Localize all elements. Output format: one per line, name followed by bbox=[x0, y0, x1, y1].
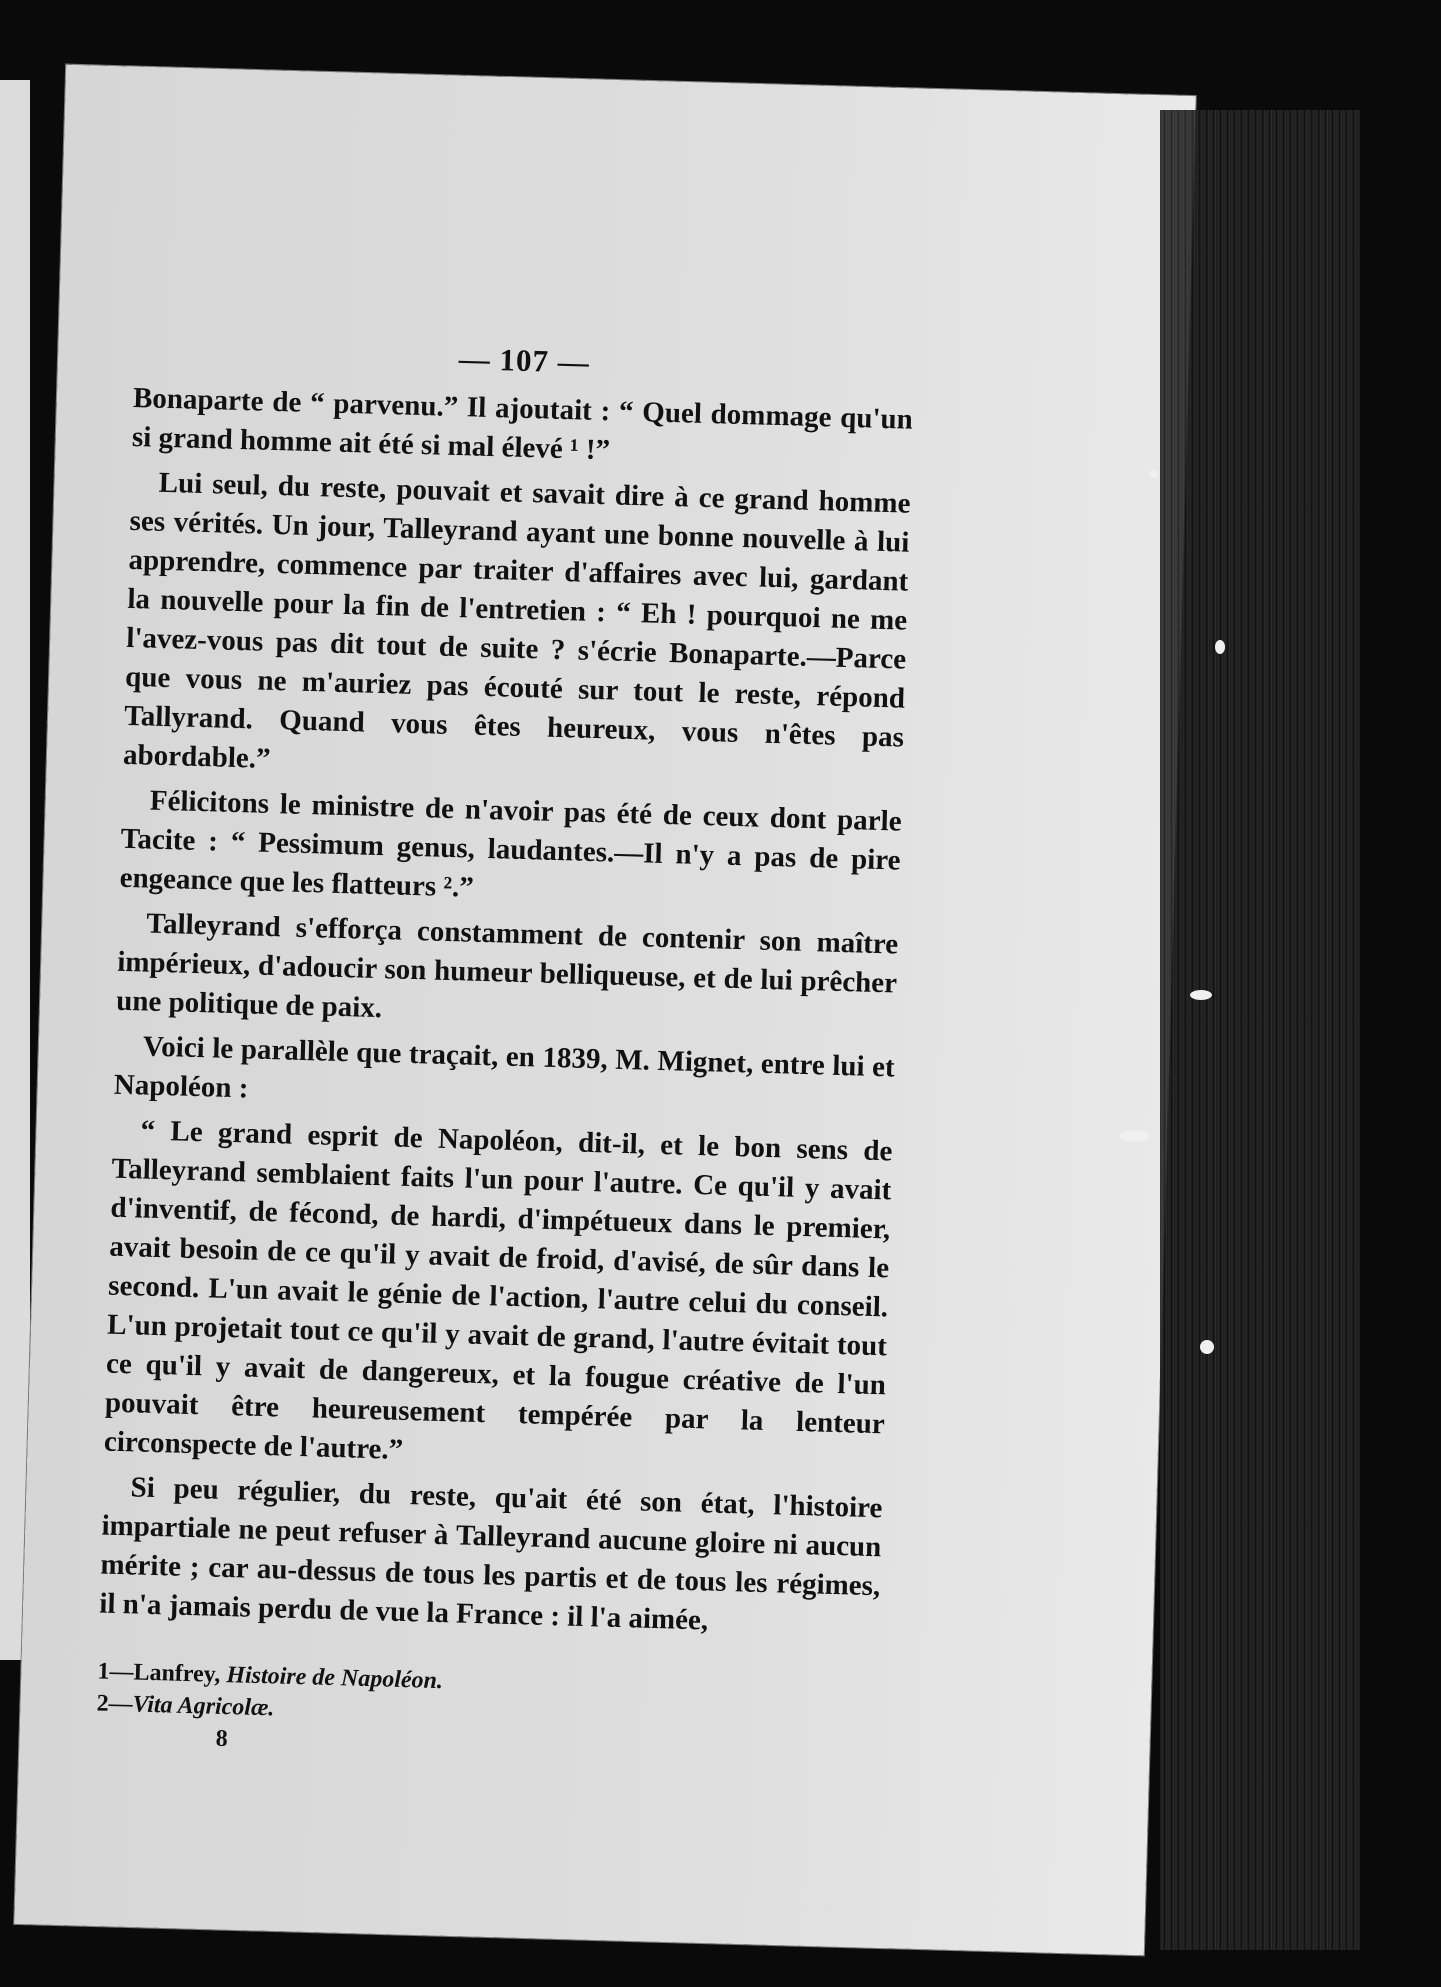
page-text bbox=[95, 330, 914, 1773]
paragraph-3: Félicitons le ministre de n'avoir pas été de ceux dont parle Tacite : “ Pessimum genus, laudantes.—Il n'y a pas de pire engeance que les flatteurs ².” bbox=[119, 784, 903, 904]
quote-paragraph: “ Le grand esprit de Napoléon, dit-il, et le bon sens de Talleyrand semblaient faits l'un pour l'autre. Ce qu'il y avait d'inventif, de fécond, de hardi, d'impétueux dans le premier, avait besoin de ce qu'il y avait de froid, d'avisé, de sûr dans le second. L'un avait le génie de l'action, l'autre celui du conseil. L'un projetait tout ce qu'il y avait de grand, l'autre évitait tout ce qu'il y avait de dangereux, et la fougue créative de l'un pouvait être heureusement tempérée par la lenteur circonspecte de l'autre.” bbox=[103, 1114, 893, 1466]
paragraph-7: Si peu régulier, du reste, qu'ait été son état, l'histoire impartiale ne peut refuser à Talleyrand aucune gloire ni aucun mérite ; car au-dessus de tous les partis et de tous les régimes, il n'a jamais perdu de vue la France : il l'a aimée, bbox=[98, 1471, 883, 1637]
footnote-title: Vita Agricolæ. bbox=[132, 1691, 275, 1722]
paragraph-5: Voici le parallèle que traçait, en 1839, M. Mignet, entre lui et Napoléon : bbox=[113, 1030, 896, 1105]
paragraph-2: Lui seul, du reste, pouvait et savait dire à ce grand homme ses vérités. Un jour, Talleyrand ayant une bonne nouvelle à lui apprendre, commence par traiter d'affaires avec lui, gardant la nouvelle pour la fin de l'entretien : “ Eh ! pourquoi ne me l'avez-vous pas dit tout de suite ? s'écrie Bonaparte.—Parce que vous ne m'auriez pas écouté sur tout le reste, répond Tallyrand. Quand vous êtes heureux, vous n'êtes pas abordable.” bbox=[122, 466, 911, 775]
footnote-text: Lanfrey, bbox=[133, 1659, 227, 1689]
footnote-marker: 2— bbox=[96, 1690, 133, 1718]
signature-mark: 8 bbox=[215, 1725, 229, 1753]
footnote-marker: 1— bbox=[97, 1658, 134, 1686]
paragraph-4: Talleyrand s'efforça constamment de contenir son maître impérieux, d'adoucir son humeur belliqueuse, et de lui prêcher une politique de paix. bbox=[115, 907, 899, 1025]
book-page-stack-edge bbox=[1160, 110, 1360, 1950]
adjacent-page-edge bbox=[0, 80, 30, 1660]
page-number: — 107 — bbox=[458, 341, 591, 380]
footnote-title: Histoire de Napoléon. bbox=[226, 1662, 444, 1695]
paragraph-1: Bonaparte de “ parvenu.” Il ajoutait : “ Quel dommage qu'un si grand homme ait été si mal élevé ¹ !” bbox=[131, 381, 914, 467]
